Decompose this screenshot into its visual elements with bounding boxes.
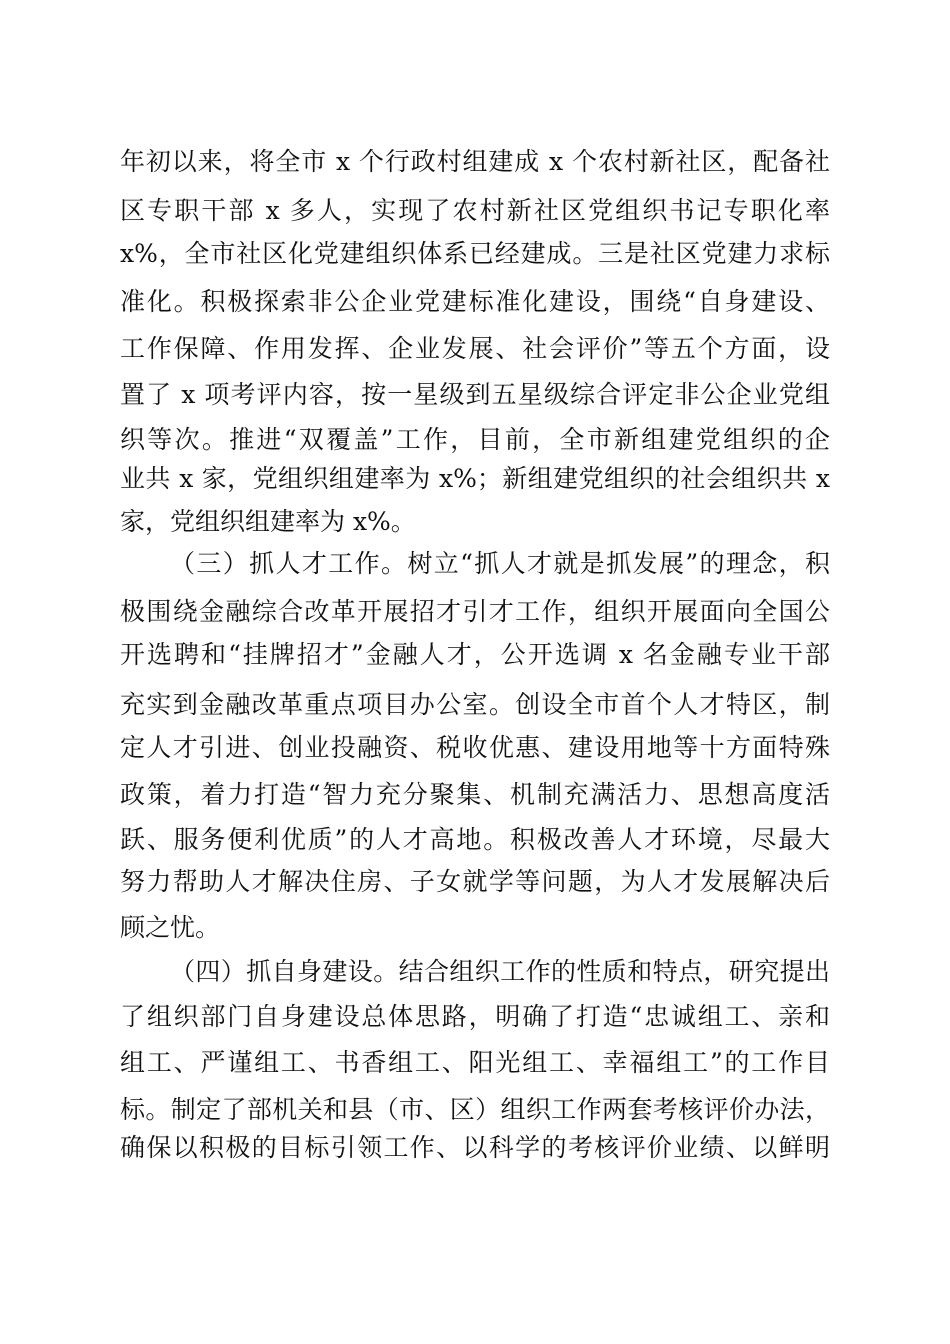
paragraph-line: 充实到金融改革重点项目办公室。创设全市首个人才特区，制: [120, 690, 830, 719]
paragraph-line: 开选聘和“挂牌招才”金融人才，公开选调 x 名金融专业干部: [120, 640, 830, 669]
paragraph-line: x%，全市社区化党建组织体系已经建成。三是社区党建力求标: [120, 239, 830, 268]
paragraph-line: 年初以来，将全市 x 个行政村组建成 x 个农村新社区，配备社: [120, 147, 830, 176]
paragraph-line: 顾之忧。: [120, 913, 221, 942]
paragraph-line: 区专职干部 x 多人，实现了农村新社区党组织书记专职化率: [120, 196, 830, 225]
paragraph-line: 置了 x 项考评内容，按一星级到五星级综合评定非公企业党组: [120, 380, 830, 409]
paragraph-line: 政策，着力打造“智力充分聚集、机制充满活力、思想高度活: [120, 780, 830, 809]
section-heading-line: （三）抓人才工作。树立“抓人才就是抓发展”的理念，积: [170, 549, 830, 578]
paragraph-line: 业共 x 家，党组织组建率为 x%；新组建党组织的社会组织共 x: [120, 464, 830, 493]
paragraph-line: 跃、服务便利优质”的人才高地。积极改善人才环境，尽最大: [120, 825, 830, 854]
paragraph-line: 确保以积极的目标引领工作、以科学的考核评价业绩、以鲜明: [120, 1133, 830, 1162]
paragraph-line: 了组织部门自身建设总体思路，明确了打造“忠诚组工、亲和: [120, 1002, 830, 1031]
section-heading-line: （四）抓自身建设。结合组织工作的性质和特点，研究提出: [170, 957, 830, 986]
paragraph-line: 家，党组织组建率为 x%。: [120, 507, 416, 536]
paragraph-line: 织等次。推进“双覆盖”工作，目前，全市新组建党组织的企: [120, 425, 830, 454]
paragraph-line: 极围绕金融综合改革开展招才引才工作，组织开展面向全国公: [120, 597, 830, 626]
paragraph-line: 标。制定了部机关和县（市、区）组织工作两套考核评价办法，: [120, 1095, 830, 1124]
paragraph-line: 定人才引进、创业投融资、税收优惠、建设用地等十方面特殊: [120, 733, 830, 762]
paragraph-line: 准化。积极探索非公企业党建标准化建设，围绕“自身建设、: [120, 287, 830, 316]
paragraph-line: 组工、严谨组工、书香组工、阳光组工、幸福组工”的工作目: [120, 1048, 830, 1077]
paragraph-line: 努力帮助人才解决住房、子女就学等问题，为人才发展解决后: [120, 867, 830, 896]
paragraph-line: 工作保障、作用发挥、企业发展、社会评价”等五个方面，设: [120, 334, 830, 363]
